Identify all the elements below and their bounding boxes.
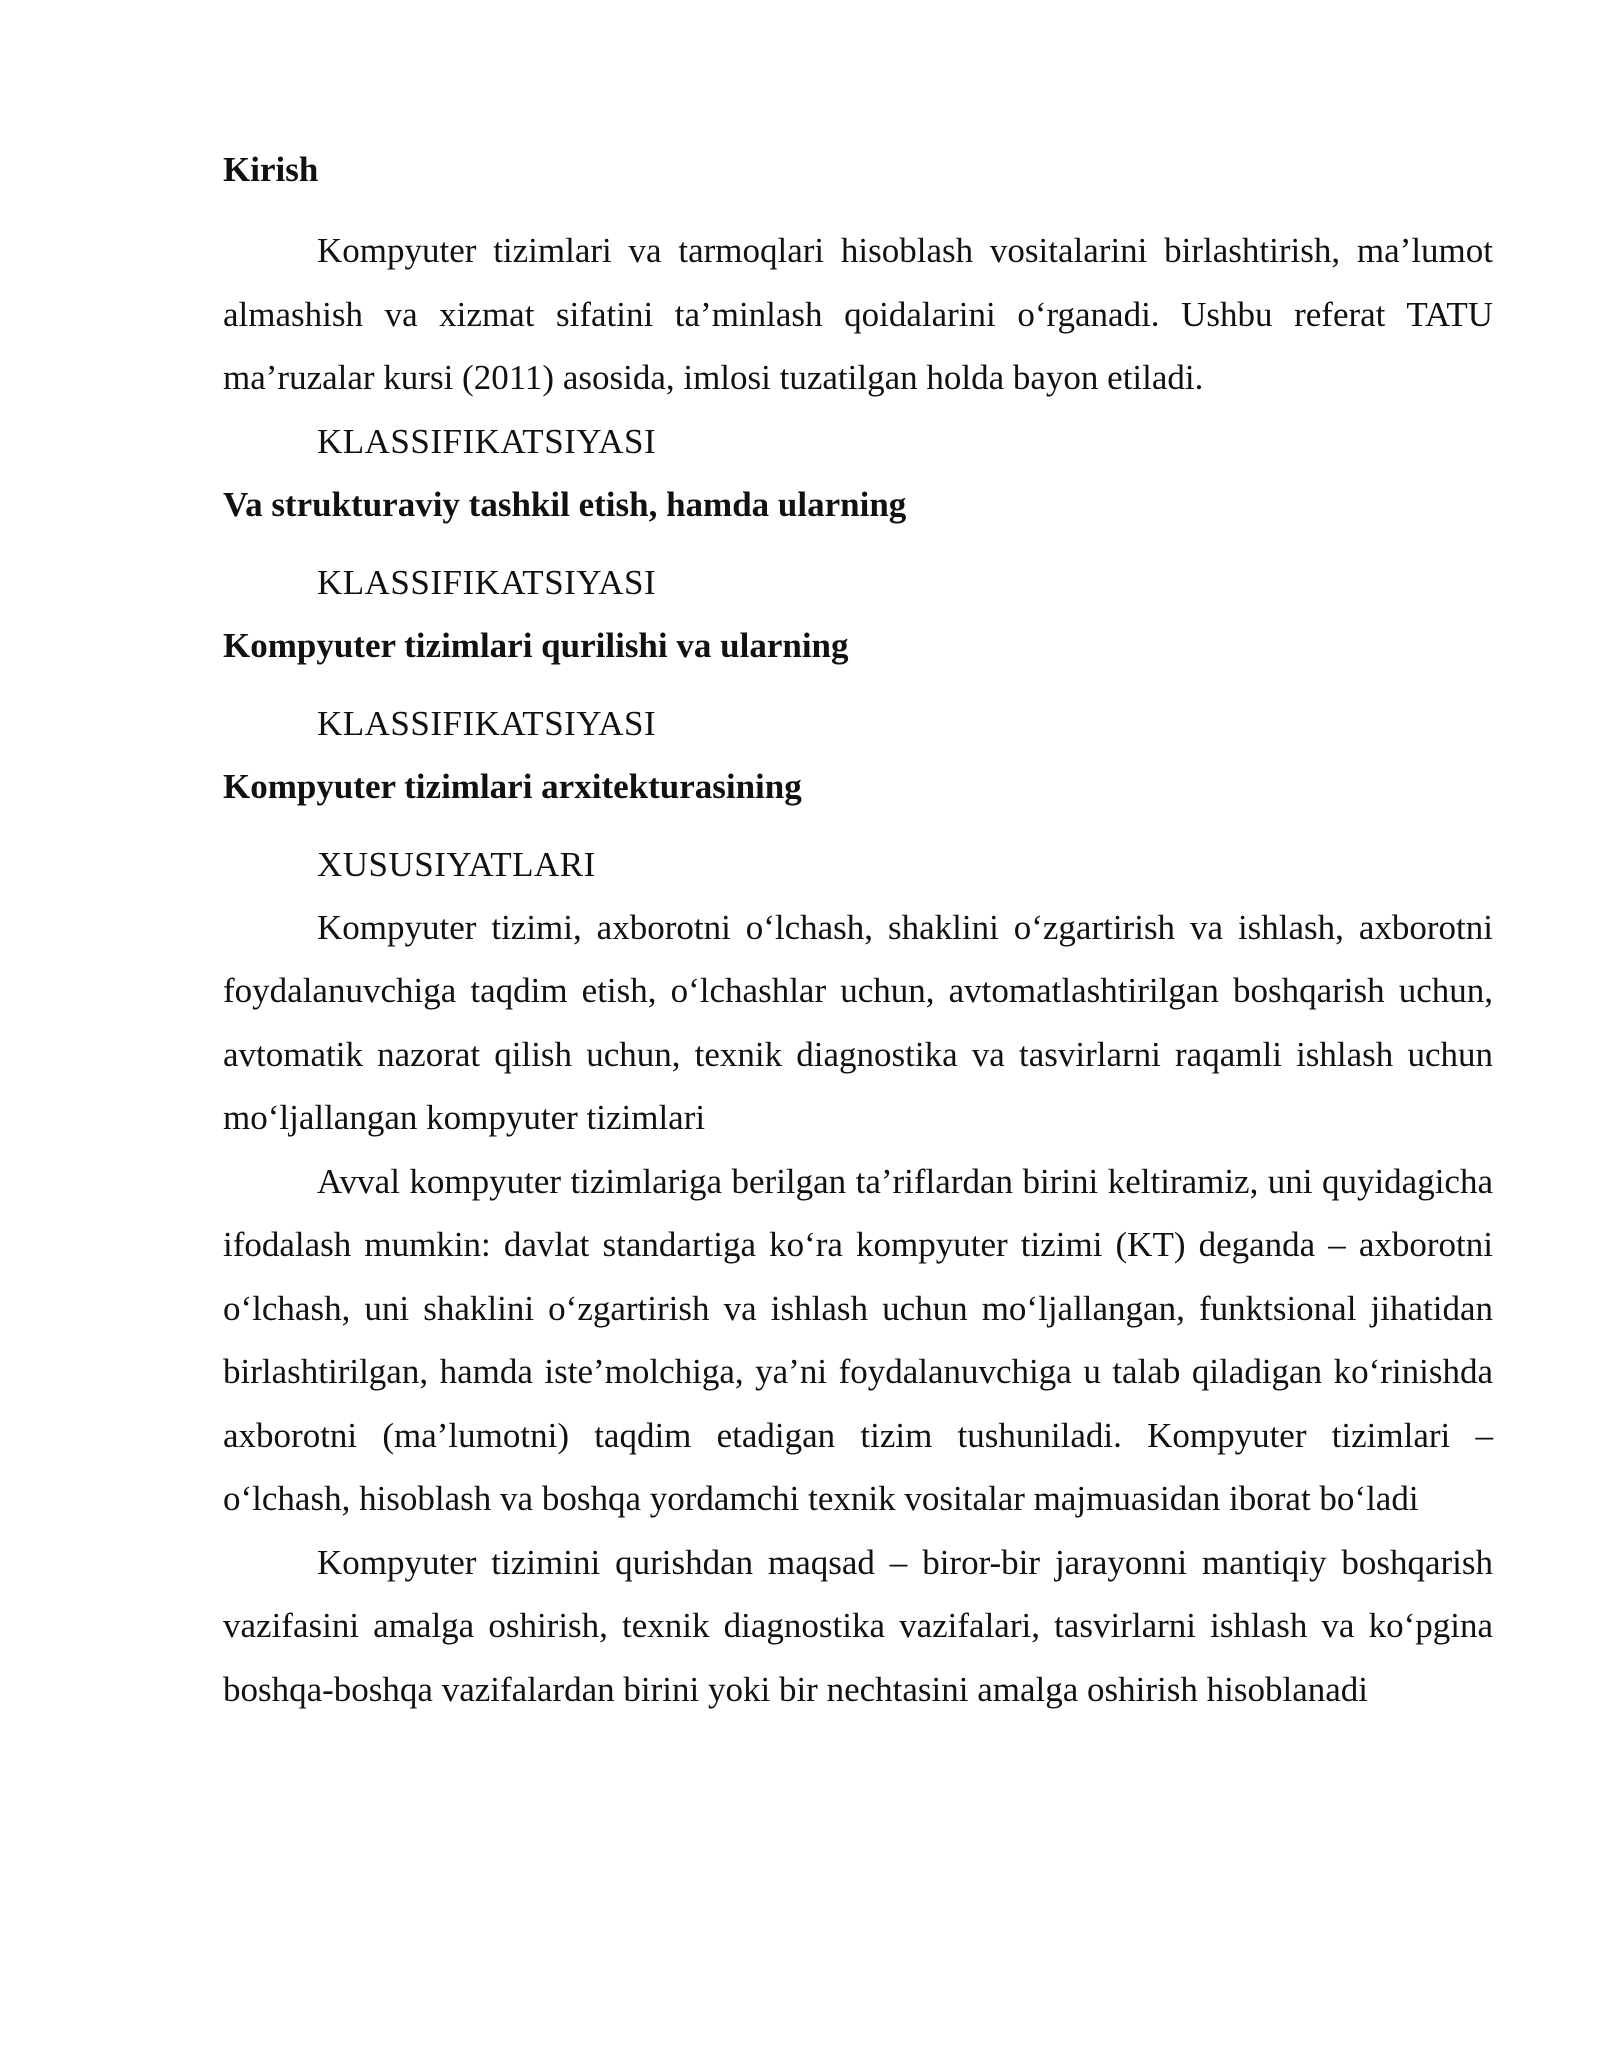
body-paragraph-2: Avval kompyuter tizimlariga berilgan ta’riflardan birini keltiramiz, uni quyidagicha ifodalash mumkin: davlat standartiga ko‘ra kompyuter tizimi (KT) deganda – axborotni o‘lchash, uni shaklini o‘zgartirish va ishlash uchun mo‘ljallangan, funktsional jihatidan birlashtirilgan, hamda iste’molchiga, ya’ni foydalanuvchiga u talab qiladigan ko‘rinishda axborotni (ma’lumotni) taqdim etadigan tizim tushuniladi. Kompyuter tizimlari – o‘lchash, hisoblash va boshqa yordamchi texnik vositalar majmuasidan iborat bo‘ladi — [223, 1161, 1493, 1518]
document-title: Kirish — [223, 150, 319, 189]
section-heading-1: Va strukturaviy tashkil etish, hamda ularning — [223, 484, 907, 524]
document-page — [223, 138, 1493, 1721]
section-heading-3: Kompyuter tizimlari arxitekturasining — [223, 766, 802, 806]
section-caps-4: XUSUSIYATLARI — [317, 844, 596, 884]
section-heading-2: Kompyuter tizimlari qurilishi va ularning — [223, 625, 849, 665]
section-caps-2: KLASSIFIKATSIYASI — [317, 562, 657, 602]
section-caps-3: KLASSIFIKATSIYASI — [317, 703, 657, 743]
body-paragraph-3: Kompyuter tizimini qurishdan maqsad – biror-bir jarayonni mantiqiy boshqarish vazifasini amalga oshirish, texnik diagnostika vazifalari, tasvirlarni ishlash va ko‘pgina boshqa-boshqa vazifalardan birini yoki bir nechtasini amalga oshirish hisoblanadi — [223, 1542, 1493, 1709]
body-paragraph-1: Kompyuter tizimi, axborotni o‘lchash, shaklini o‘zgartirish va ishlash, axborotni foydalanuvchiga taqdim etish, o‘lchashlar uchun, avtomatlashtirilgan boshqarish uchun, avtomatik nazorat qilish uchun, texnik diagnostika va tasvirlarni raqamli ishlash uchun mo‘ljallangan kompyuter tizimlari — [223, 907, 1493, 1137]
intro-paragraph: Kompyuter tizimlari va tarmoqlari hisoblash vositalarini birlashtirish, ma’lumot almashish va xizmat sifatini ta’minlash qoidalarini o‘rganadi. Ushbu referat TATU ma’ruzalar kursi (2011) asosida, imlosi tuzatilgan holda bayon etiladi. — [223, 231, 1493, 397]
section-caps-1: KLASSIFIKATSIYASI — [317, 421, 657, 461]
